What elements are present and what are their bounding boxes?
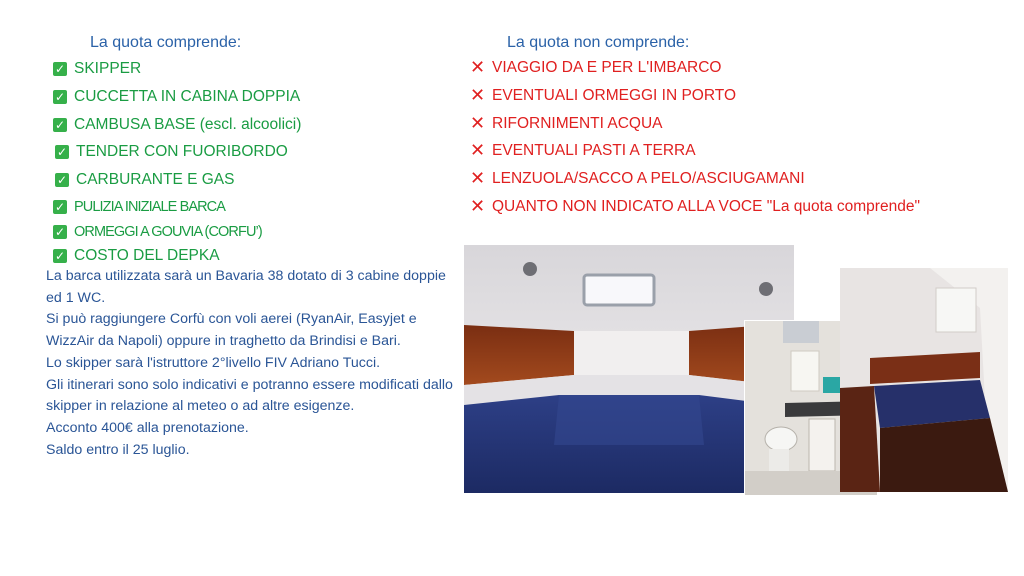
list-item: ✕ QUANTO NON INDICATO ALLA VOCE "La quota comprende" [470, 196, 920, 217]
cross-icon: ✕ [470, 85, 486, 106]
check-icon: ✓ [54, 62, 66, 76]
list-item: ✓ PULIZIA INIZIALE BARCA [54, 199, 226, 215]
list-item: ✓ SKIPPER [54, 60, 142, 77]
cross-icon: ✕ [470, 168, 486, 189]
info-paragraph: Lo skipper sarà l'istruttore 2°livello FIV Adriano Tucci. [46, 354, 381, 371]
list-item: ✓ ORMEGGI A GOUVIA (CORFU’) [54, 224, 262, 240]
check-icon: ✓ [54, 200, 66, 214]
list-item: ✕ RIFORNIMENTI ACQUA [470, 113, 663, 134]
cross-icon: ✕ [470, 140, 486, 161]
check-icon: ✓ [54, 118, 66, 132]
list-item: ✓ CARBURANTE E GAS [56, 171, 235, 188]
info-paragraph: La barca utilizzata sarà un Bavaria 38 dotato di 3 cabine doppie ed 1 WC. [46, 268, 446, 306]
info-paragraph: Si può raggiungere Corfù con voli aerei (RyanAir, Easyjet e WizzAir da Napoli) oppure in traghetto da Brindisi e Bari. [46, 311, 417, 350]
list-item: ✓ TENDER CON FUORIBORDO [56, 143, 288, 160]
berth-photo [840, 268, 1008, 492]
info-paragraph: Gli itinerari sono solo indicativi e potranno essere modificati dallo skipper in relazione al meteo o ad altre esigenze. [46, 376, 453, 415]
cross-icon: ✕ [470, 57, 486, 78]
list-item: ✕ VIAGGIO DA E PER L'IMBARCO [470, 57, 722, 78]
check-icon: ✓ [54, 249, 66, 263]
check-icon: ✓ [54, 90, 66, 104]
info-text [46, 266, 458, 461]
check-icon: ✓ [56, 145, 68, 159]
check-icon: ✓ [56, 173, 68, 187]
info-paragraph: Saldo entro il 25 luglio. [46, 441, 190, 458]
excluded-heading: La quota non comprende: [507, 34, 690, 51]
list-item: ✓ CAMBUSA BASE (escl. alcoolici) [54, 116, 302, 133]
list-item: ✕ EVENTUALI ORMEGGI IN PORTO [470, 85, 737, 106]
check-icon: ✓ [54, 225, 66, 239]
cross-icon: ✕ [470, 196, 486, 217]
list-item: ✓ CUCCETTA IN CABINA DOPPIA [54, 88, 301, 105]
list-item: ✕ LENZUOLA/SACCO A PELO/ASCIUGAMANI [470, 168, 805, 189]
info-paragraph: Acconto 400€ alla prenotazione. [46, 419, 249, 436]
cross-icon: ✕ [470, 113, 486, 134]
list-item: ✓ COSTO DEL DEPKA [54, 247, 220, 264]
list-item: ✕ EVENTUALI PASTI A TERRA [470, 140, 696, 161]
included-heading: La quota comprende: [90, 34, 242, 51]
